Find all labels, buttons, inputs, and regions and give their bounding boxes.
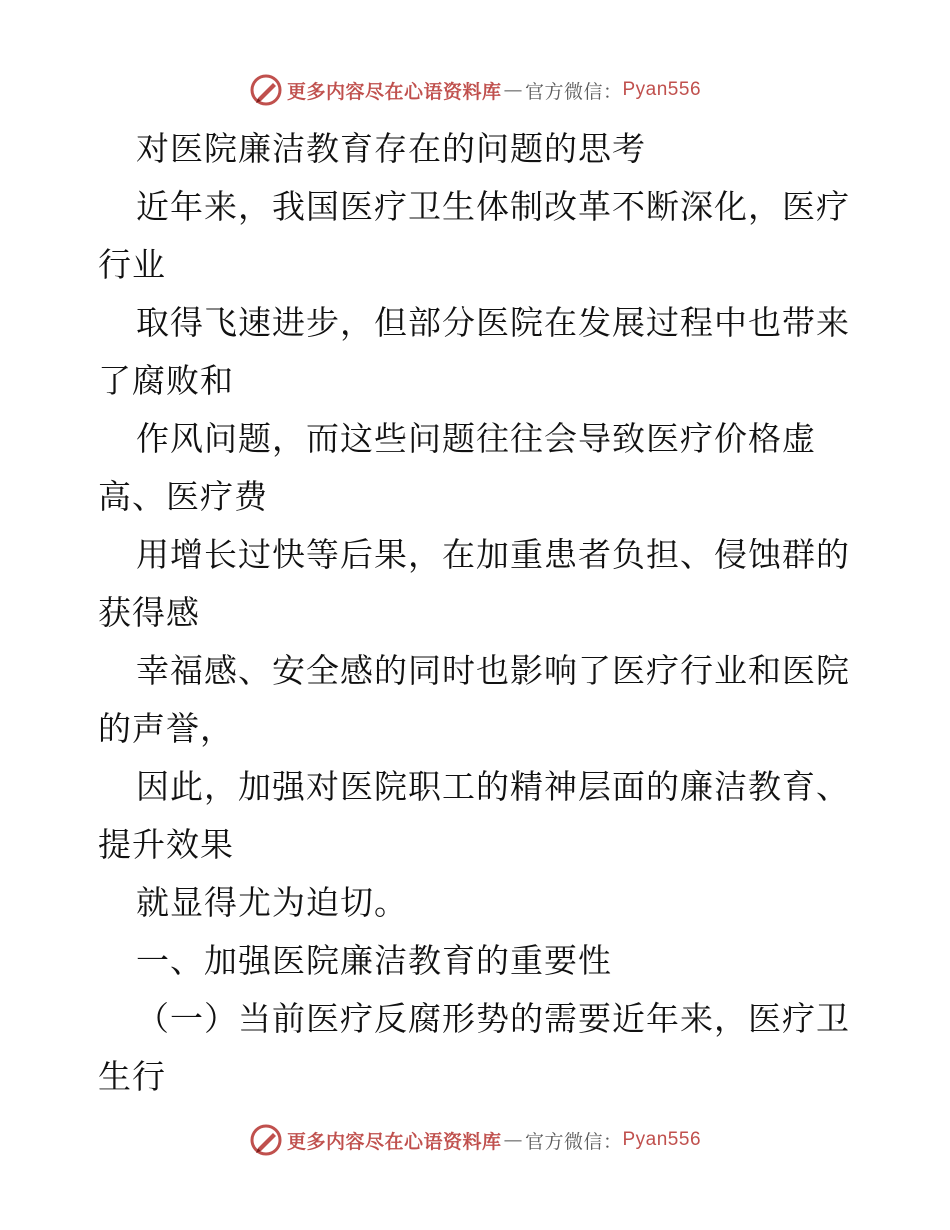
banner-site-text: 更多内容尽在心语资料库 <box>286 80 502 103</box>
banner-label: 官方微信： <box>524 1130 623 1153</box>
document-title: 对医院廉洁教育存在的问题的思考 <box>136 129 646 168</box>
subsection-heading: （一）当前医疗反腐形势的需要近年来，医疗卫 <box>136 999 850 1038</box>
banner-handle: Pyan556 <box>622 79 702 100</box>
banner-label: 官方微信： <box>524 80 623 103</box>
paragraph-line: 作风问题，而这些问题往往会导致医疗价格虚 <box>136 419 816 458</box>
banner-dash: — <box>503 79 523 101</box>
paragraph-line: 取得飞速进步，但部分医院在发展过程中也带来 <box>136 303 850 342</box>
document-body <box>98 120 858 1106</box>
paragraph-line: 了腐败和 <box>98 361 234 400</box>
paragraph-line: 高、医疗费 <box>98 477 268 516</box>
banner-dash: — <box>503 1129 523 1151</box>
paragraph-line: 行业 <box>98 245 166 284</box>
section-heading: 一、加强医院廉洁教育的重要性 <box>136 941 612 980</box>
paragraph-line: 获得感 <box>98 593 200 632</box>
paragraph-line: 的声誉， <box>98 709 234 748</box>
footer-banner <box>0 1120 950 1160</box>
paragraph-line: 幸福感、安全感的同时也影响了医疗行业和医院 <box>136 651 850 690</box>
banner-handle: Pyan556 <box>622 1129 702 1150</box>
paragraph-line: 提升效果 <box>98 825 234 864</box>
paragraph-line: 生行 <box>98 1057 166 1096</box>
pen-logo-icon <box>249 1123 283 1157</box>
paragraph-line: 近年来，我国医疗卫生体制改革不断深化，医疗 <box>136 187 850 226</box>
header-banner <box>0 70 950 110</box>
paragraph-line: 因此，加强对医院职工的精神层面的廉洁教育、 <box>136 767 850 806</box>
paragraph-line: 就显得尤为迫切。 <box>136 883 408 922</box>
banner-site-text: 更多内容尽在心语资料库 <box>286 1130 502 1153</box>
paragraph-line: 用增长过快等后果，在加重患者负担、侵蚀群的 <box>136 535 850 574</box>
pen-logo-icon <box>249 73 283 107</box>
